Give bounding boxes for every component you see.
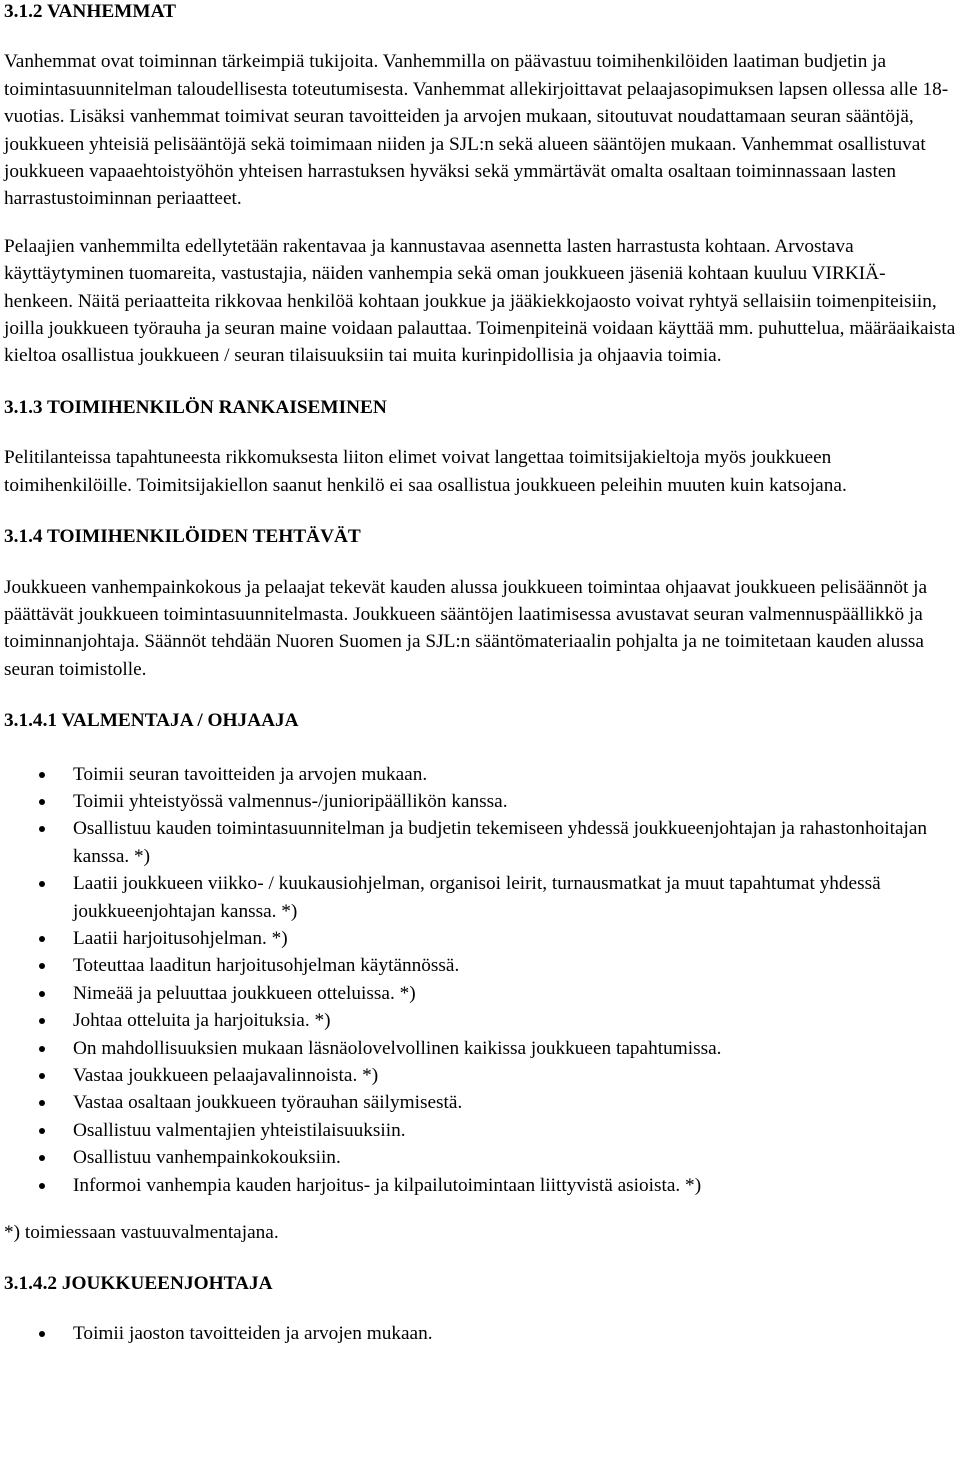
section-heading-tehtavat: 3.1.4 TOIMIHENKILÖIDEN TEHTÄVÄT: [4, 526, 361, 548]
paragraph-vanhemmat-2: Pelaajien vanhemmilta edellytetään rakentavaa ja kannustavaa asennetta lasten harrastusta kohtaan. Arvostava käyttäytyminen tuomareita, vastustajia, näiden vanhempia sekä oman joukkueen jäseniä kohtaan kuuluu VIRKIÄ- henkeen. Näitä periaatteita rikkovaa henkilöä kohtaan joukkue ja jääkiekkojaosto voivat ryhtyä sellaisiin toimenpiteisiin, joilla joukkueen työrauha ja seuran maine voidaan palauttaa. Toimenpiteinä voidaan käyttää mm. puhuttelua, määräaikaista kieltoa osallistua joukkueen / seuran tilaisuuksiin tai muita kurinpidollisia ja ohjaavia toimia.: [4, 235, 956, 367]
paragraph-rankaiseminen: Pelitilanteissa tapahtuneesta rikkomuksesta liiton elimet voivat langettaa toimitsijakieltoja myös joukkueen toimihenkilöille. Toimitsijakiellon saanut henkilö ei saa osallistua joukkueen peleihin muuten kuin katsojana.: [4, 447, 847, 496]
paragraph-tehtavat: Joukkueen vanhempainkokous ja pelaajat tekevät kauden alussa joukkueen toimintaa ohjaavat joukkueen pelisäännöt ja päättävät joukkueen toimintasuunnitelmasta. Joukkueen sääntöjen laatimisessa avustavat seuran valmennuspäällikkö ja toiminnanjohtaja. Säännöt tehdään Nuoren Suomen ja SJL:n sääntömateriaalin pohjalta ja ne toimitetaan kauden alussa seuran toimistolle.: [4, 576, 928, 680]
list-item: On mahdollisuuksien mukaan läsnäolovelvollinen kaikissa joukkueen tapahtumissa.: [4, 1035, 956, 1062]
footnote: *) toimiessaan vastuuvalmentajana.: [4, 1222, 279, 1244]
list-item: Osallistuu kauden toimintasuunnitelman ja budjetin tekemiseen yhdessä joukkueenjohtajan ja rahastonhoitajan kanssa. *): [4, 815, 956, 870]
valmentaja-task-list: [4, 761, 956, 1200]
section-heading-rankaiseminen: 3.1.3 TOIMIHENKILÖN RANKAISEMINEN: [4, 396, 387, 418]
list-item: Toimii seuran tavoitteiden ja arvojen mukaan.: [4, 761, 956, 788]
list-item: Toimii jaoston tavoitteiden ja arvojen mukaan.: [4, 1320, 956, 1347]
joukkueenjohtaja-task-list: [4, 1320, 956, 1347]
section-heading-vanhemmat: 3.1.2 VANHEMMAT: [4, 1, 176, 22]
list-item: Vastaa osaltaan joukkueen työrauhan säilymisestä.: [4, 1089, 956, 1116]
list-item: Laatii joukkueen viikko- / kuukausiohjelman, organisoi leirit, turnausmatkat ja muut tapahtumat yhdessä joukkueenjohtajan kanssa. *): [4, 870, 956, 925]
list-item: Laatii harjoitusohjelman. *): [4, 925, 956, 952]
list-item: Johtaa otteluita ja harjoituksia. *): [4, 1007, 956, 1034]
section-heading-joukkueenjohtaja: 3.1.4.2 JOUKKUEENJOHTAJA: [4, 1273, 273, 1295]
list-item: Informoi vanhempia kauden harjoitus- ja kilpailutoimintaan liittyvistä asioista. *): [4, 1172, 956, 1199]
list-item: Vastaa joukkueen pelaajavalinnoista. *): [4, 1062, 956, 1089]
list-item: Osallistuu valmentajien yhteistilaisuuksiin.: [4, 1117, 956, 1144]
section-heading-valmentaja: 3.1.4.1 VALMENTAJA / OHJAAJA: [4, 710, 299, 732]
list-item: Toimii yhteistyössä valmennus-/junioripäällikön kanssa.: [4, 788, 956, 815]
paragraph-vanhemmat-1: Vanhemmat ovat toiminnan tärkeimpiä tukijoita. Vanhemmilla on päävastuu toimihenkilöiden laatiman budjetin ja toimintasuunnitelman taloudellisesta toteutumisesta. Vanhemmat allekirjoittavat pelaajasopimuksen lapsen ollessa alle 18-vuotias. Lisäksi vanhemmat toimivat seuran tavoitteiden ja arvojen mukaan, sitoutuvat noudattamaan seuran sääntöjä, joukkueen yhteisiä pelisääntöjä sekä toimimaan niiden ja SJL:n sekä alueen sääntöjen mukaan. Vanhemmat osallistuvat joukkueen vapaaehtoistyöhön yhteisen harrastuksen hyväksi sekä ymmärtävät omalta osaltaan toiminnassaan lasten harrastustoiminnan periaatteet.: [4, 51, 949, 210]
list-item: Nimeää ja peluuttaa joukkueen otteluissa. *): [4, 980, 956, 1007]
list-item: Toteuttaa laaditun harjoitusohjelman käytännössä.: [4, 952, 956, 979]
list-item: Osallistuu vanhempainkokouksiin.: [4, 1144, 956, 1171]
